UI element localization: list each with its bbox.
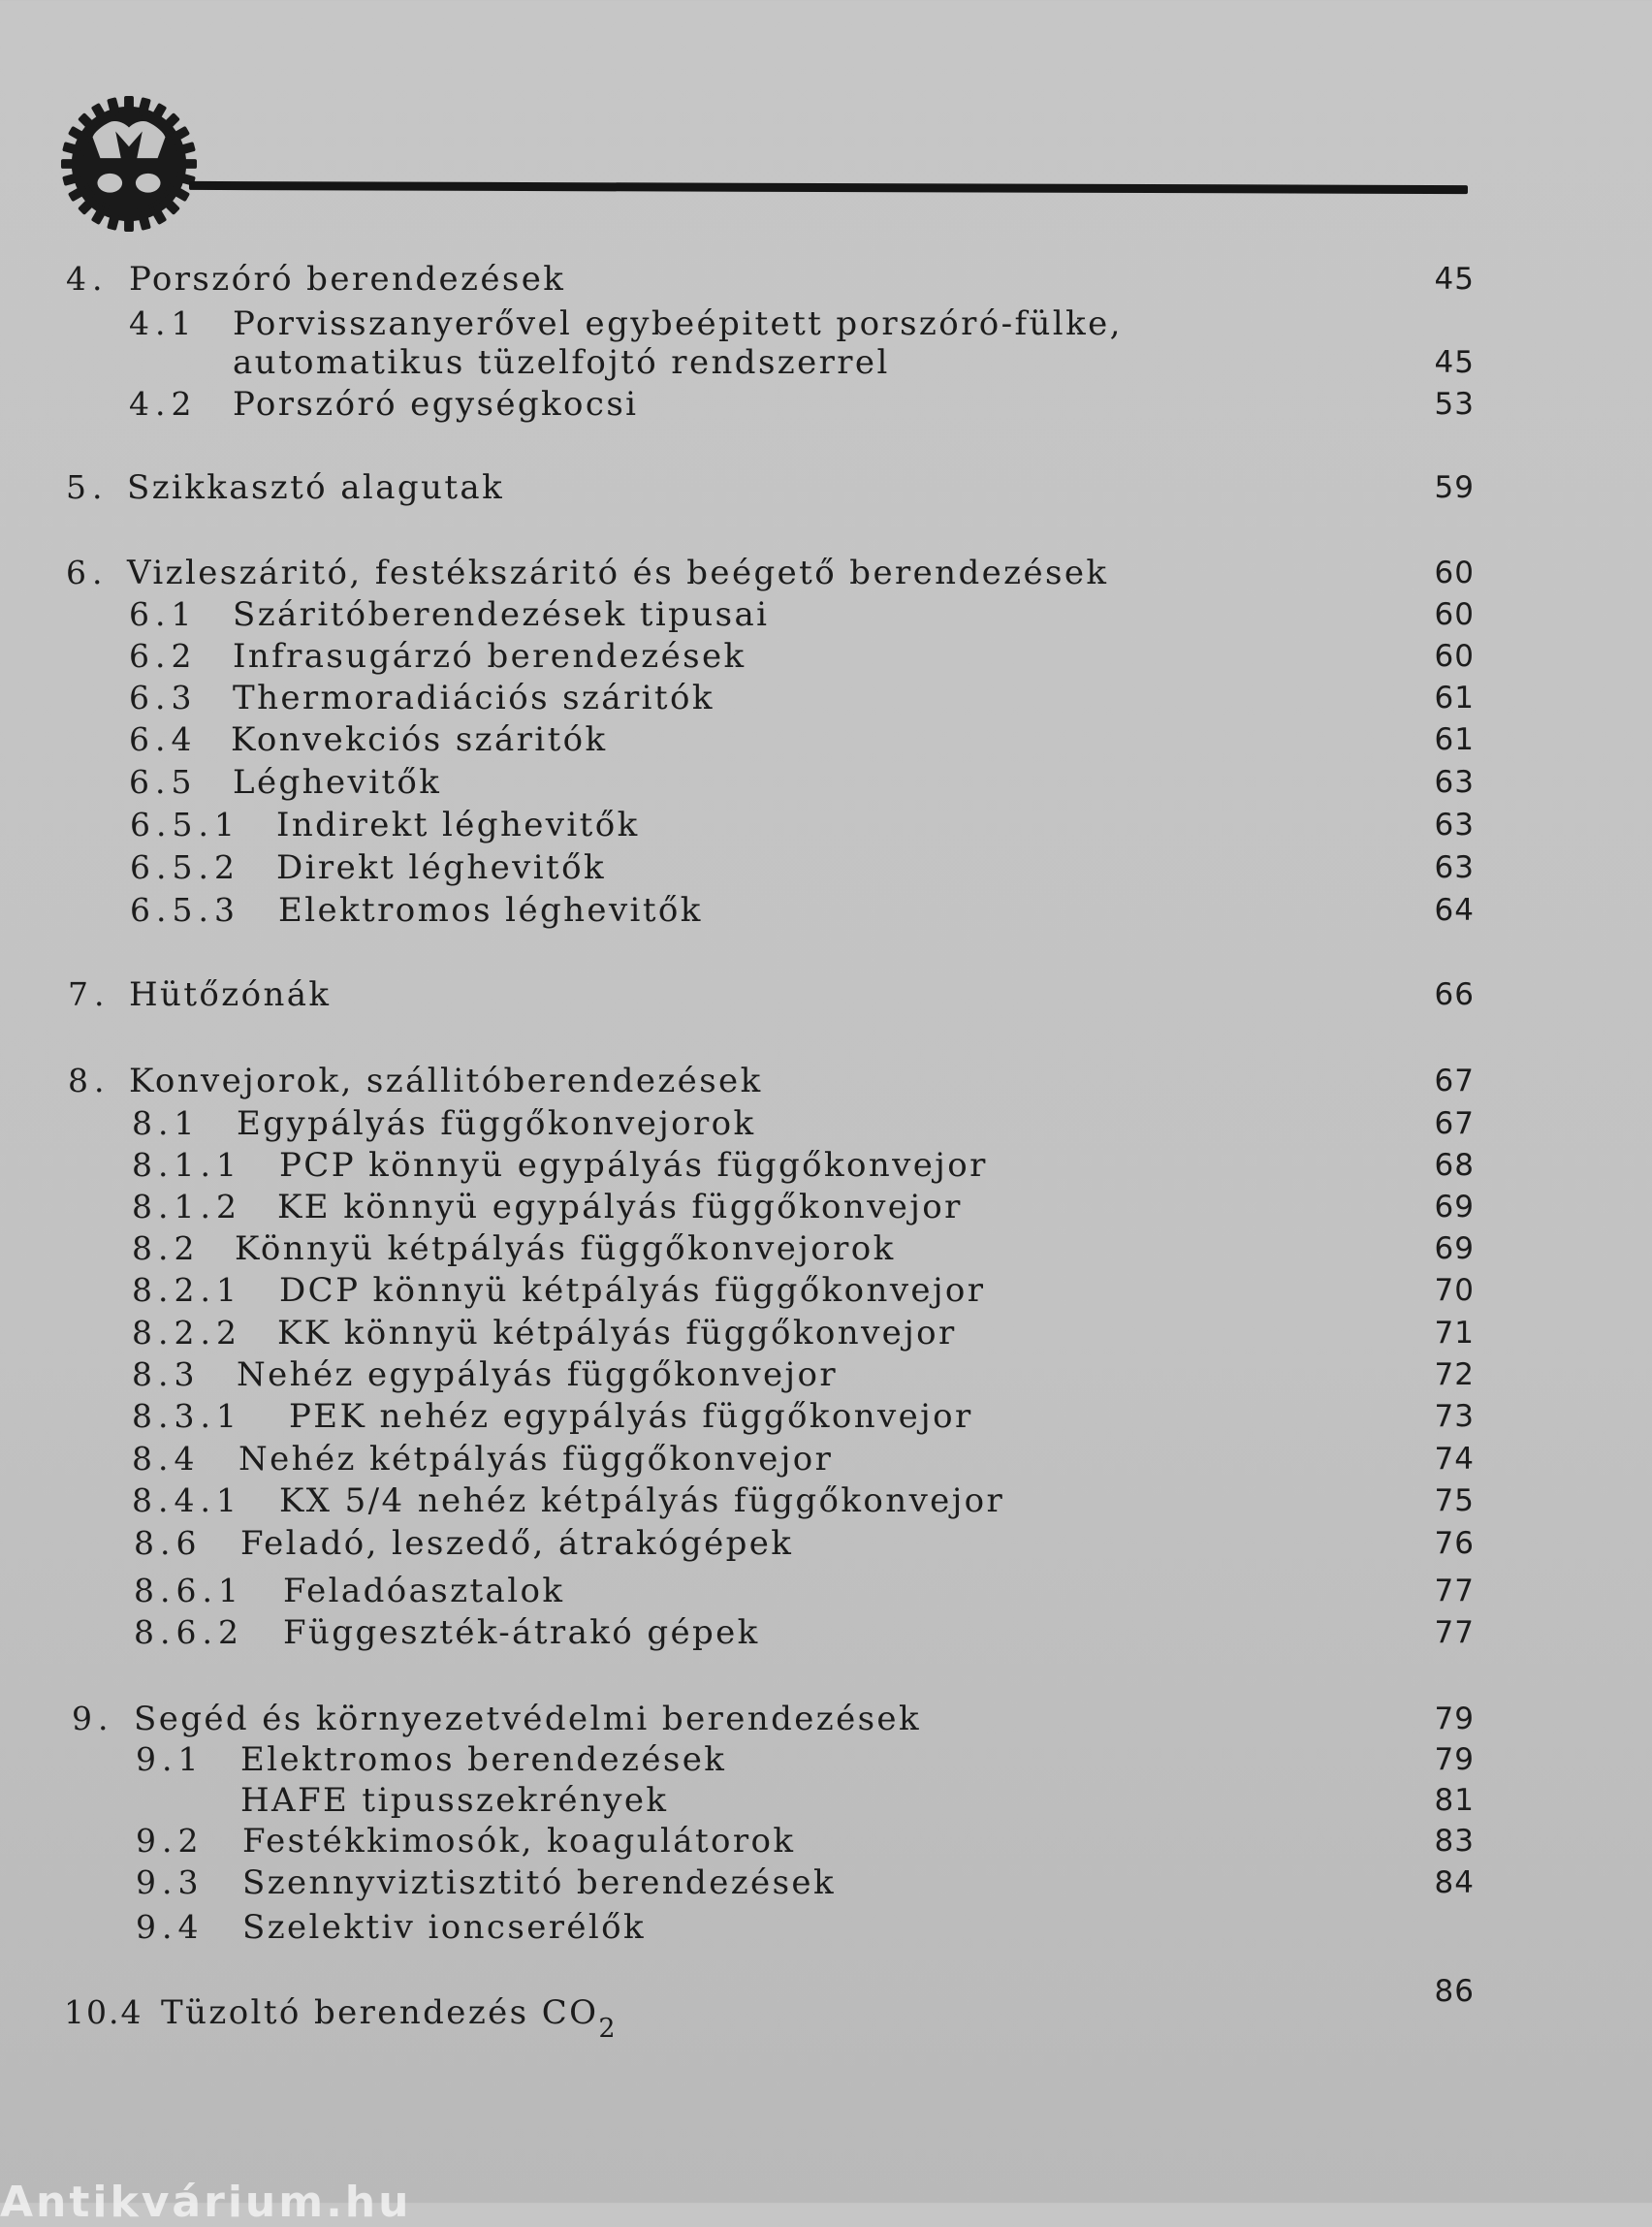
toc-entry — [0, 1438, 1652, 1480]
toc-title: Konvejorok, szállitóberendezések — [129, 1062, 763, 1100]
toc-title: Feladó, leszedő, átrakógépek — [240, 1524, 794, 1563]
toc-title: KE könnyü egypályás függőkonvejor — [277, 1188, 963, 1226]
toc-entry — [0, 804, 1652, 846]
toc-title: PEK nehéz egypályás függőkonvejor — [289, 1397, 973, 1436]
toc-page: 69 — [1434, 1190, 1475, 1225]
toc-title: Porszóró egységkocsi — [233, 385, 639, 424]
toc-page: 60 — [1434, 639, 1475, 674]
toc-title: Porszóró berendezések — [129, 260, 566, 299]
toc-entry — [0, 383, 1652, 426]
header-rule — [189, 181, 1468, 194]
toc-number: 6.3 — [129, 679, 198, 716]
toc-page: 60 — [1434, 556, 1475, 590]
toc-title: Nehéz egypályás függőkonvejor — [237, 1355, 838, 1394]
toc-number: 8.1.1 — [132, 1146, 242, 1184]
toc-number: 8.1.2 — [132, 1188, 242, 1225]
toc-title: automatikus tüzelfojtó rendszerrel — [233, 343, 890, 382]
toc-title: Függeszték-átrakó gépek — [283, 1613, 760, 1652]
toc-entry — [0, 635, 1652, 678]
toc-entry — [0, 1820, 1652, 1862]
toc-number: 8. — [68, 1062, 111, 1099]
toc-number: 4.1 — [129, 304, 198, 342]
toc-page: 59 — [1434, 470, 1475, 505]
toc-number: 6.5.2 — [130, 848, 240, 886]
toc-entry — [0, 1312, 1652, 1354]
toc-title: Direkt léghevitők — [276, 848, 606, 887]
toc-entry — [0, 761, 1652, 804]
toc-page: 69 — [1434, 1231, 1475, 1266]
toc-title: PCP könnyü egypályás függőkonvejor — [279, 1146, 988, 1185]
toc-page: 74 — [1434, 1442, 1475, 1477]
toc-page: 77 — [1434, 1615, 1475, 1650]
toc-entry — [0, 1779, 1652, 1822]
toc-page: 75 — [1434, 1483, 1475, 1518]
toc-number: 8.4 — [132, 1440, 201, 1478]
toc-entry — [0, 1227, 1652, 1270]
toc-entry — [0, 1861, 1652, 1904]
toc-entry — [0, 889, 1652, 932]
toc-entry — [0, 1698, 1652, 1740]
toc-number: 8.6 — [134, 1524, 203, 1562]
toc-number: 6.5.1 — [130, 806, 240, 843]
toc-page: 81 — [1434, 1783, 1475, 1818]
toc-entry — [0, 1102, 1652, 1145]
toc-title: Indirekt léghevitők — [276, 806, 640, 844]
toc-entry — [0, 341, 1652, 384]
toc-page: 45 — [1434, 262, 1475, 297]
toc-title: KX 5/4 nehéz kétpályás függőkonvejor — [279, 1481, 1005, 1520]
toc-title: Szennyviztisztitó berendezések — [242, 1863, 836, 1902]
toc-number: 6. — [66, 554, 109, 591]
toc-page: 63 — [1434, 765, 1475, 800]
subscript-2: 2 — [598, 2014, 616, 2044]
toc-entry — [0, 302, 1652, 345]
toc-page: 79 — [1434, 1742, 1475, 1777]
toc-number: 9.4 — [136, 1908, 205, 1946]
toc-entry — [0, 1906, 1652, 1949]
toc-number: 8.3.1 — [132, 1397, 242, 1435]
toc-number: 10.4 — [64, 1993, 143, 2031]
toc-entry — [0, 1060, 1652, 1102]
toc-number: 8.2.2 — [132, 1314, 242, 1352]
toc-entry — [0, 466, 1652, 509]
toc-title: Segéd és környezetvédelmi berendezések — [134, 1700, 921, 1738]
toc-entry — [0, 1353, 1652, 1396]
toc-title: Elektromos berendezések — [240, 1740, 727, 1779]
toc-entry — [0, 1974, 1652, 2044]
toc-entry — [0, 552, 1652, 594]
toc-number: 8.1 — [132, 1104, 201, 1142]
toc-title: Feladóasztalok — [283, 1572, 565, 1610]
toc-number: 5. — [66, 468, 109, 506]
toc-title: Festékkimosók, koagulátorok — [242, 1822, 796, 1861]
toc-title: Konvekciós száritók — [231, 720, 608, 759]
toc-page: 70 — [1434, 1273, 1475, 1308]
toc-page: 61 — [1434, 722, 1475, 757]
toc-entry — [0, 846, 1652, 889]
toc-page: 63 — [1434, 808, 1475, 843]
toc-entry — [0, 1570, 1652, 1612]
toc-number: 9.3 — [136, 1863, 205, 1901]
toc-title: Szikkasztó alagutak — [127, 468, 505, 507]
toc-entry — [0, 1611, 1652, 1654]
toc-entry — [0, 677, 1652, 719]
toc-entry — [0, 973, 1652, 1016]
toc-number: 8.2.1 — [132, 1271, 242, 1309]
toc-title: Infrasugárzó berendezések — [233, 637, 747, 676]
toc-entry — [0, 593, 1652, 636]
toc-page: 68 — [1434, 1148, 1475, 1183]
toc-number: 8.6.1 — [134, 1572, 244, 1609]
toc-title: Tüzoltó berendezés $CO_2$ — [161, 1993, 616, 2044]
toc-entry — [0, 1738, 1652, 1781]
toc-page: 86 — [1434, 1974, 1475, 2009]
toc-number: 9.1 — [136, 1740, 205, 1778]
watermark: Antikvárium.hu — [0, 2178, 412, 2227]
toc-title: Léghevitők — [233, 763, 442, 802]
toc-entry — [0, 1144, 1652, 1187]
toc-number: 7. — [68, 975, 111, 1013]
toc-title: Hütőzónák — [129, 975, 332, 1014]
toc-page: 61 — [1434, 681, 1475, 716]
toc-page: 76 — [1434, 1526, 1475, 1561]
toc-page: 67 — [1434, 1106, 1475, 1141]
toc-number: 6.4 — [129, 720, 198, 758]
toc-page: 64 — [1434, 893, 1475, 928]
toc-number: 9.2 — [136, 1822, 205, 1860]
toc-number: 8.3 — [132, 1355, 201, 1393]
toc-number: 8.6.2 — [134, 1613, 244, 1651]
toc-page: 77 — [1434, 1574, 1475, 1608]
toc-title: KK könnyü kétpályás függőkonvejor — [277, 1314, 957, 1352]
toc-entry — [0, 1479, 1652, 1522]
toc-number: 4.2 — [129, 385, 198, 423]
toc-number: 6.5 — [129, 763, 198, 801]
toc-entry — [0, 258, 1652, 301]
toc-page: 79 — [1434, 1702, 1475, 1736]
toc-number: 9. — [72, 1700, 114, 1737]
toc-page: 84 — [1434, 1865, 1475, 1900]
toc-page: 45 — [1434, 345, 1475, 380]
toc-entry — [0, 1522, 1652, 1565]
toc-page: 66 — [1434, 977, 1475, 1012]
toc-number: 6.5.3 — [130, 891, 240, 929]
toc-title: Elektromos léghevitők — [278, 891, 703, 930]
toc-title: Könnyü kétpályás függőkonvejorok — [235, 1229, 896, 1268]
toc-title: HAFE tipusszekrények — [240, 1781, 669, 1820]
toc-entry — [0, 1269, 1652, 1312]
gear-emblem-icon — [60, 95, 198, 233]
toc-title: Nehéz kétpályás függőkonvejor — [238, 1440, 834, 1479]
toc-number: 6.2 — [129, 637, 198, 675]
toc-entry — [0, 718, 1652, 761]
toc-entry — [0, 1186, 1652, 1228]
toc-title: Porvisszanyerővel egybeépitett porszóró-fülke, — [233, 304, 1123, 343]
toc-number: 6.1 — [129, 595, 198, 633]
toc-page: 72 — [1434, 1357, 1475, 1392]
toc-entry — [0, 1395, 1652, 1438]
toc-page: 60 — [1434, 597, 1475, 632]
toc-title: Vizleszáritó, festékszáritó és beégető berendezések — [127, 554, 1109, 592]
toc-page: 63 — [1434, 850, 1475, 885]
toc-page: 73 — [1434, 1399, 1475, 1434]
toc-title: Szelektiv ioncserélők — [242, 1908, 647, 1947]
toc-number: 8.4.1 — [132, 1481, 242, 1519]
toc-title: DCP könnyü kétpályás függőkonvejor — [279, 1271, 986, 1310]
toc-number: 4. — [66, 260, 109, 298]
toc-title: Thermoradiációs száritók — [233, 679, 715, 717]
toc-page: 83 — [1434, 1824, 1475, 1859]
toc-title: Egypályás függőkonvejorok — [237, 1104, 756, 1143]
toc-title: Száritóberendezések tipusai — [233, 595, 770, 634]
toc-page: 71 — [1434, 1316, 1475, 1351]
toc-number: 8.2 — [132, 1229, 201, 1267]
toc-page: 67 — [1434, 1064, 1475, 1098]
toc-page: 53 — [1434, 387, 1475, 422]
